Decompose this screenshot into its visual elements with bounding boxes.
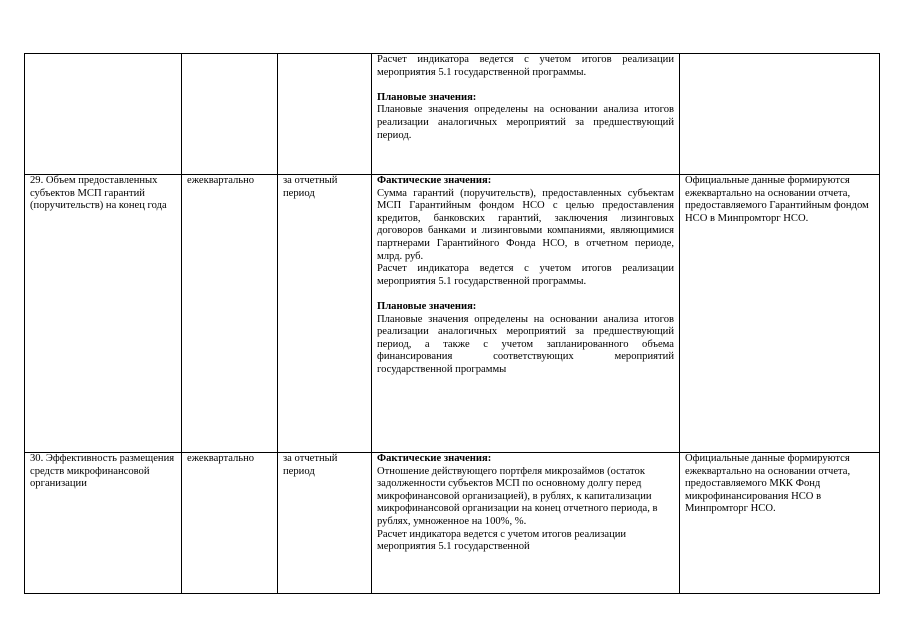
plan-text: Плановые значения определены на основании анализа итогов реализации аналогичных мероприятий за предшествующий период, а также с учетом запланированного объема финансирования соответствующих мероприятий государственной программы [377,313,674,375]
method-cell [372,54,680,175]
fact-heading: Фактические значения: [377,453,492,464]
frequency-cell: ежеквартально [182,453,278,594]
indicators-table [24,53,880,594]
plan-heading: Плановые значения: [377,300,477,312]
plan-heading: Плановые значения: [377,91,477,103]
period-cell: за отчетный период [278,453,372,594]
table-row [25,54,880,175]
source-cell: Официальные данные формируются ежеквартально на основании отчета, предоставляемого МКК Фонд микрофинансирования НСО в Минпромторг НСО. [680,453,880,594]
table-row [25,453,880,594]
indicator-cell: 30. Эффективность размещения средств микрофинансовой организации [25,453,182,594]
indicator-cell: 29. Объем предоставленных субъектов МСП гарантий (поручительств) на конец года [25,175,182,453]
method-cell [372,453,680,594]
calc-text: Расчет индикатора ведется с учетом итогов реализации мероприятия 5.1 государственной программы. [377,263,674,287]
period-cell: за отчетный период [278,175,372,453]
source-cell: Официальные данные формируются ежеквартально на основании отчета, предоставляемого Гарантийным фондом НСО в Минпромторг НСО. [680,175,880,453]
fact-heading: Фактические значения: [377,175,492,186]
frequency-cell [182,54,278,175]
calc-text: Расчет индикатора ведется с учетом итогов реализации мероприятия 5.1 государственной программы. [377,54,674,78]
fact-text: Отношение действующего портфеля микрозаймов (остаток задолженности субъектов МСП по основному долгу перед микрофинансовой организацией), в рублях, к капитализации микрофинансовой организации на конец отчетного периода, в рублях, умноженное на 100%, %. [377,465,658,527]
table-row [25,175,880,453]
method-cell [372,175,680,453]
fact-text: Сумма гарантий (поручительств), предоставленных субъектам МСП Гарантийным фондом НСО с целью предоставления кредитов, банковских гарантий, заключения лизинговых договоров банками и лизинговыми компаниями, являющимися партнерами Гарантийного Фонда НСО, в отчетном периоде, млрд. руб. [377,187,674,262]
calc-text: Расчет индикатора ведется с учетом итогов реализации мероприятия 5.1 государственной [377,528,627,553]
frequency-cell: ежеквартально [182,175,278,453]
indicator-cell [25,54,182,175]
period-cell [278,54,372,175]
source-cell [680,54,880,175]
plan-text: Плановые значения определены на основании анализа итогов реализации аналогичных мероприятий за предшествующий период. [377,104,674,141]
